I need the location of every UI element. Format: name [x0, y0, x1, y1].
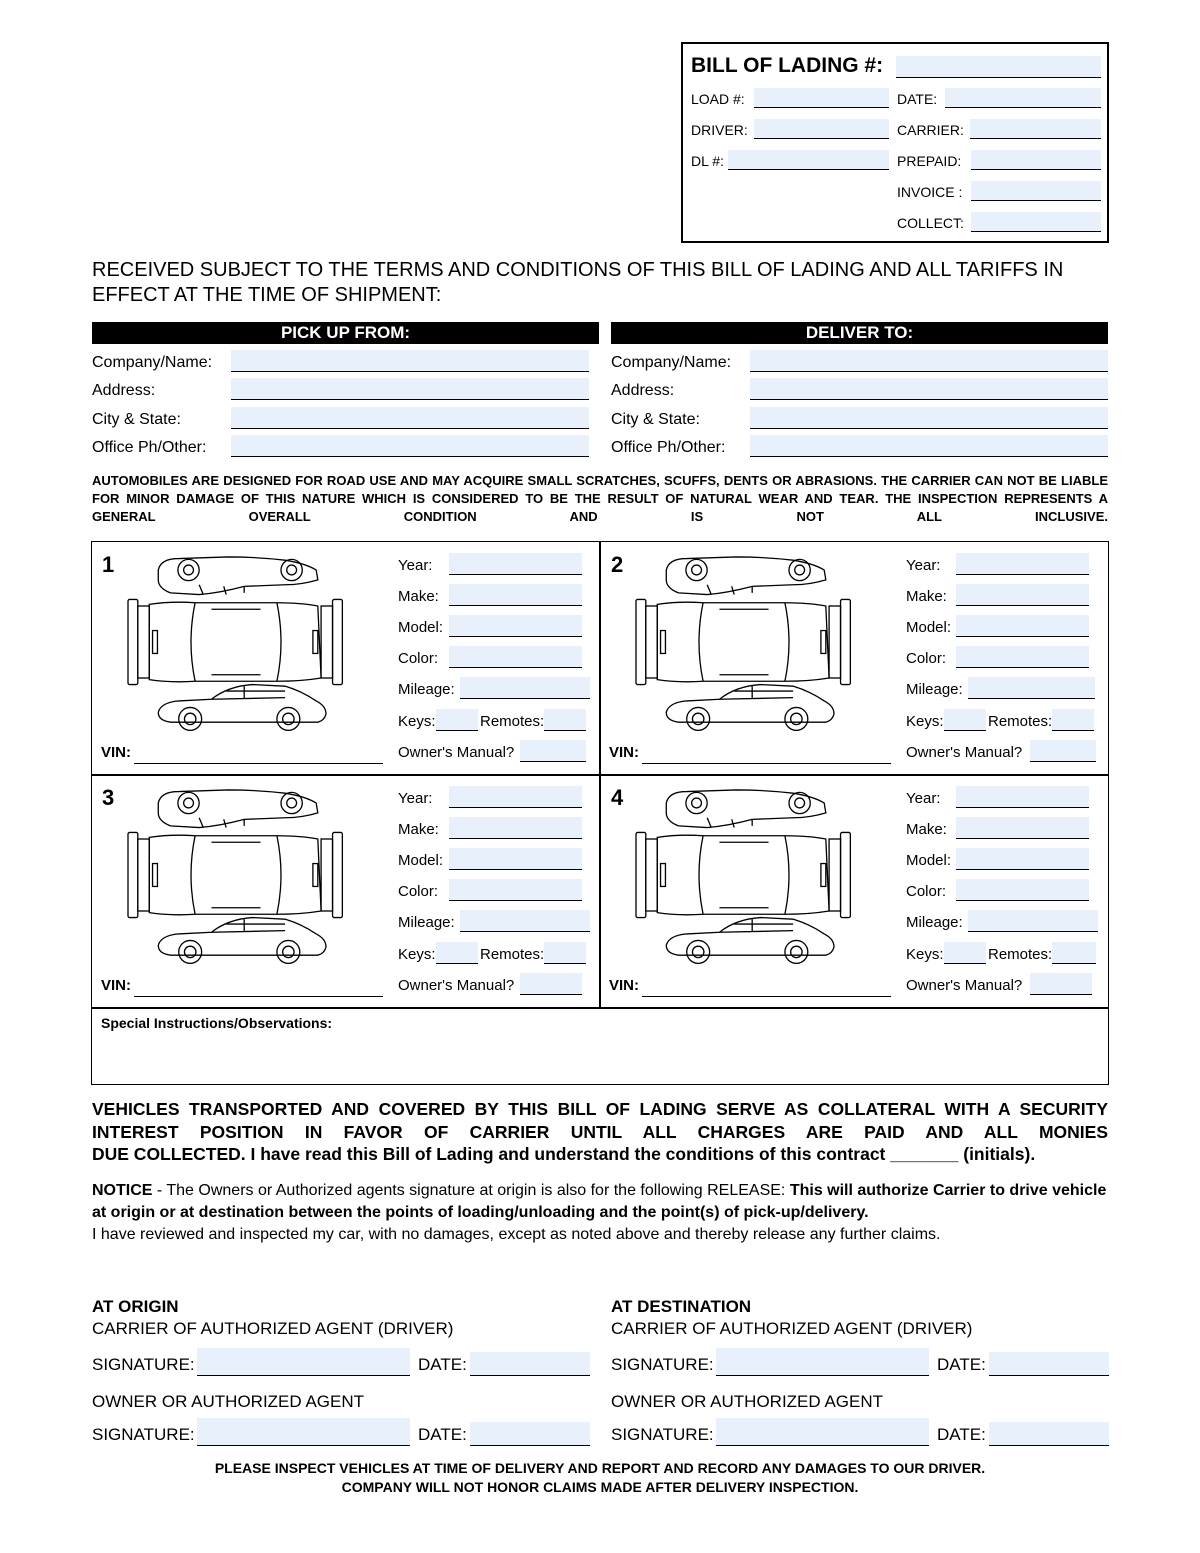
color-label: Color:	[398, 650, 439, 667]
manual-field[interactable]	[520, 740, 586, 762]
special-instructions-label: Special Instructions/Observations:	[101, 1015, 333, 1031]
invoice-label: INVOICE :	[897, 184, 963, 200]
manual-field[interactable]	[1030, 740, 1096, 762]
car-damage-diagram-icon[interactable]	[604, 785, 884, 965]
notice-review-line: I have reviewed and inspected my car, with no damages, except as noted above and thereby release any further claims.	[92, 1226, 941, 1243]
keys-field[interactable]	[944, 709, 986, 731]
vin-label: VIN:	[609, 744, 639, 761]
make-field[interactable]	[956, 584, 1089, 606]
destination-owner-signature-label: SIGNATURE:	[611, 1425, 714, 1444]
mileage-field[interactable]	[968, 910, 1098, 932]
origin-owner-signature-label: SIGNATURE:	[92, 1425, 195, 1444]
remotes-field[interactable]	[544, 709, 586, 731]
carrier-field[interactable]	[970, 119, 1101, 139]
bill-of-lading-box	[681, 42, 1109, 243]
keys-field[interactable]	[436, 709, 478, 731]
damage-disclaimer: AUTOMOBILES ARE DESIGNED FOR ROAD USE AND MAY ACQUIRE SMALL SCRATCHES, SCUFFS, DENTS OR ABRASIONS. THE CARRIER CAN NOT BE LIABLE FOR MINOR DAMAGE OF THIS NATURE WHICH IS CONSIDERED TO BE THE RESULT OF NATURAL WEAR AND TEAR. THE INSPECTION REPRESENTS A GENERAL OVERALL CONDITION AND IS NOT ALL INCLUSIVE.	[92, 473, 1108, 524]
remotes-label: Remotes:	[988, 713, 1053, 730]
model-label: Model:	[398, 619, 444, 636]
origin-owner-date-field[interactable]	[470, 1422, 590, 1446]
origin-carrier-signature-label: SIGNATURE:	[92, 1355, 195, 1374]
grid-bottom-divider	[92, 1007, 1108, 1009]
destination-owner-date-field[interactable]	[989, 1422, 1109, 1446]
model-field[interactable]	[449, 848, 582, 870]
color-field[interactable]	[956, 646, 1089, 668]
year-label: Year:	[906, 790, 941, 807]
special-instructions-field[interactable]	[96, 1036, 1104, 1080]
car-damage-diagram-icon[interactable]	[604, 552, 884, 732]
vin-label: VIN:	[101, 977, 131, 994]
make-field[interactable]	[449, 817, 582, 839]
year-field[interactable]	[956, 553, 1089, 575]
color-label: Color:	[398, 883, 439, 900]
pickup-company-label: Company/Name:	[92, 354, 213, 371]
footer-line-1: PLEASE INSPECT VEHICLES AT TIME OF DELIVERY AND REPORT AND RECORD ANY DAMAGES TO OUR DRIVER.	[214, 1460, 986, 1476]
model-field[interactable]	[956, 848, 1089, 870]
invoice-field[interactable]	[971, 181, 1101, 201]
vin-label: VIN:	[101, 744, 131, 761]
collateral-last-line: DUE COLLECTED. I have read this Bill of Lading and understand the conditions of this contract _______ (initials).	[92, 1144, 1036, 1164]
load-label: LOAD #:	[691, 91, 745, 107]
load-field[interactable]	[754, 88, 889, 108]
destination-owner-label: OWNER OR AUTHORIZED AGENT	[611, 1392, 884, 1411]
origin-owner-date-label: DATE:	[418, 1425, 467, 1444]
manual-label: Owner's Manual?	[398, 744, 515, 761]
bol-number-field[interactable]	[896, 56, 1101, 78]
origin-carrier-signature-field[interactable]	[197, 1348, 410, 1376]
date-label: DATE:	[897, 91, 938, 107]
remotes-label: Remotes:	[480, 713, 545, 730]
pickup-city-field[interactable]	[231, 407, 589, 429]
collect-label: COLLECT:	[897, 215, 964, 231]
notice-intro: - The Owners or Authorized agents signature at origin is also for the following RELEASE:	[152, 1182, 790, 1199]
collect-field[interactable]	[971, 212, 1101, 232]
color-label: Color:	[906, 650, 947, 667]
keys-label: Keys:	[398, 946, 436, 963]
color-label: Color:	[906, 883, 947, 900]
pickup-phone-label: Office Ph/Other:	[92, 439, 207, 456]
notice-authorization: This will authorize Carrier to drive vehicle at origin or at destination between the points of loading/unloading and the point(s) of pick-up/delivery.	[92, 1182, 1107, 1221]
mileage-field[interactable]	[968, 677, 1095, 699]
model-label: Model:	[906, 619, 952, 636]
grid-horizontal-divider	[92, 774, 1108, 776]
model-label: Model:	[398, 852, 444, 869]
collateral-statement	[92, 1098, 1108, 1166]
year-label: Year:	[398, 790, 433, 807]
remotes-label: Remotes:	[988, 946, 1053, 963]
footer-line-2: COMPANY WILL NOT HONOR CLAIMS MADE AFTER DELIVERY INSPECTION.	[341, 1479, 859, 1495]
manual-label: Owner's Manual?	[906, 744, 1023, 761]
year-field[interactable]	[449, 553, 582, 575]
vin-field[interactable]	[642, 742, 891, 764]
keys-field[interactable]	[944, 942, 986, 964]
deliver-address-field[interactable]	[750, 378, 1108, 400]
manual-field[interactable]	[1030, 973, 1092, 995]
origin-carrier-date-label: DATE:	[418, 1355, 467, 1374]
remotes-label: Remotes:	[480, 946, 545, 963]
prepaid-field[interactable]	[971, 150, 1101, 170]
keys-label: Keys:	[398, 713, 436, 730]
received-statement: RECEIVED SUBJECT TO THE TERMS AND CONDITIONS OF THIS BILL OF LADING AND ALL TARIFFS IN EFFECT AT THE TIME OF SHIPMENT:	[92, 259, 1064, 306]
vin-field[interactable]	[134, 975, 383, 997]
deliver-company-label: Company/Name:	[611, 354, 732, 371]
model-label: Model:	[906, 852, 952, 869]
destination-carrier-date-label: DATE:	[937, 1355, 986, 1374]
remotes-field[interactable]	[1052, 709, 1094, 731]
year-label: Year:	[906, 557, 941, 574]
car-damage-diagram-icon[interactable]	[96, 785, 376, 965]
prepaid-label: PREPAID:	[897, 153, 962, 169]
mileage-label: Mileage:	[398, 914, 455, 931]
model-field[interactable]	[956, 615, 1089, 637]
mileage-field[interactable]	[460, 910, 590, 932]
manual-label: Owner's Manual?	[906, 977, 1023, 994]
deliver-phone-field[interactable]	[750, 435, 1108, 457]
driver-field[interactable]	[754, 119, 889, 139]
vehicle-number: 3	[102, 785, 115, 810]
keys-label: Keys:	[906, 713, 944, 730]
dl-label: DL #:	[691, 153, 724, 169]
make-label: Make:	[906, 821, 947, 838]
make-label: Make:	[398, 588, 439, 605]
pickup-address-field[interactable]	[231, 378, 589, 400]
destination-carrier-signature-label: SIGNATURE:	[611, 1355, 714, 1374]
deliver-phone-label: Office Ph/Other:	[611, 439, 726, 456]
year-label: Year:	[398, 557, 433, 574]
mileage-label: Mileage:	[906, 681, 963, 698]
mileage-label: Mileage:	[906, 914, 963, 931]
date-field[interactable]	[945, 88, 1101, 108]
vehicle-number: 2	[611, 552, 624, 577]
vin-label: VIN:	[609, 977, 639, 994]
deliver-header: DELIVER TO:	[611, 322, 1108, 344]
destination-owner-date-label: DATE:	[937, 1425, 986, 1444]
vin-field[interactable]	[642, 975, 891, 997]
dl-field[interactable]	[728, 150, 889, 170]
mileage-label: Mileage:	[398, 681, 455, 698]
collateral-text: VEHICLES TRANSPORTED AND COVERED BY THIS BILL OF LADING SERVE AS COLLATERAL WITH A SECURITY INTEREST POSITION IN FAVOR OF CARRIER UNTIL ALL CHARGES ARE PAID AND ALL MONIES	[92, 1099, 1108, 1142]
deliver-city-field[interactable]	[750, 407, 1108, 429]
color-field[interactable]	[956, 879, 1089, 901]
make-label: Make:	[398, 821, 439, 838]
vehicle-number: 4	[611, 785, 624, 810]
color-field[interactable]	[449, 646, 582, 668]
pickup-company-field[interactable]	[231, 350, 589, 372]
notice-release	[92, 1180, 1108, 1246]
notice-heading: NOTICE	[92, 1182, 153, 1199]
make-label: Make:	[906, 588, 947, 605]
pickup-address-label: Address:	[92, 382, 156, 399]
pickup-phone-field[interactable]	[231, 435, 589, 457]
keys-label: Keys:	[906, 946, 944, 963]
driver-label: DRIVER:	[691, 122, 748, 138]
car-damage-diagram-icon[interactable]	[96, 552, 376, 732]
destination-carrier-signature-field[interactable]	[716, 1348, 929, 1376]
make-field[interactable]	[449, 584, 582, 606]
remotes-field[interactable]	[1052, 942, 1096, 964]
deliver-address-label: Address:	[611, 382, 675, 399]
bol-title: BILL OF LADING #:	[691, 54, 884, 77]
deliver-company-field[interactable]	[750, 350, 1108, 372]
destination-carrier-date-field[interactable]	[989, 1352, 1109, 1376]
mileage-field[interactable]	[460, 677, 590, 699]
origin-owner-label: OWNER OR AUTHORIZED AGENT	[92, 1392, 365, 1411]
model-field[interactable]	[449, 615, 582, 637]
manual-field[interactable]	[520, 973, 582, 995]
pickup-header: PICK UP FROM:	[92, 322, 599, 344]
destination-heading: AT DESTINATION	[611, 1297, 752, 1316]
origin-owner-signature-field[interactable]	[197, 1418, 410, 1446]
destination-carrier-label: CARRIER OF AUTHORIZED AGENT (DRIVER)	[611, 1319, 973, 1338]
keys-field[interactable]	[436, 942, 478, 964]
deliver-city-label: City & State:	[611, 411, 700, 428]
destination-owner-signature-field[interactable]	[716, 1418, 929, 1446]
origin-heading: AT ORIGIN	[92, 1297, 179, 1316]
remotes-field[interactable]	[544, 942, 586, 964]
vin-field[interactable]	[134, 742, 383, 764]
year-field[interactable]	[449, 786, 582, 808]
origin-carrier-label: CARRIER OF AUTHORIZED AGENT (DRIVER)	[92, 1319, 454, 1338]
pickup-city-label: City & State:	[92, 411, 181, 428]
carrier-label: CARRIER:	[897, 122, 964, 138]
make-field[interactable]	[956, 817, 1089, 839]
origin-carrier-date-field[interactable]	[470, 1352, 590, 1376]
vehicle-number: 1	[102, 552, 115, 577]
color-field[interactable]	[449, 879, 582, 901]
year-field[interactable]	[956, 786, 1089, 808]
manual-label: Owner's Manual?	[398, 977, 515, 994]
